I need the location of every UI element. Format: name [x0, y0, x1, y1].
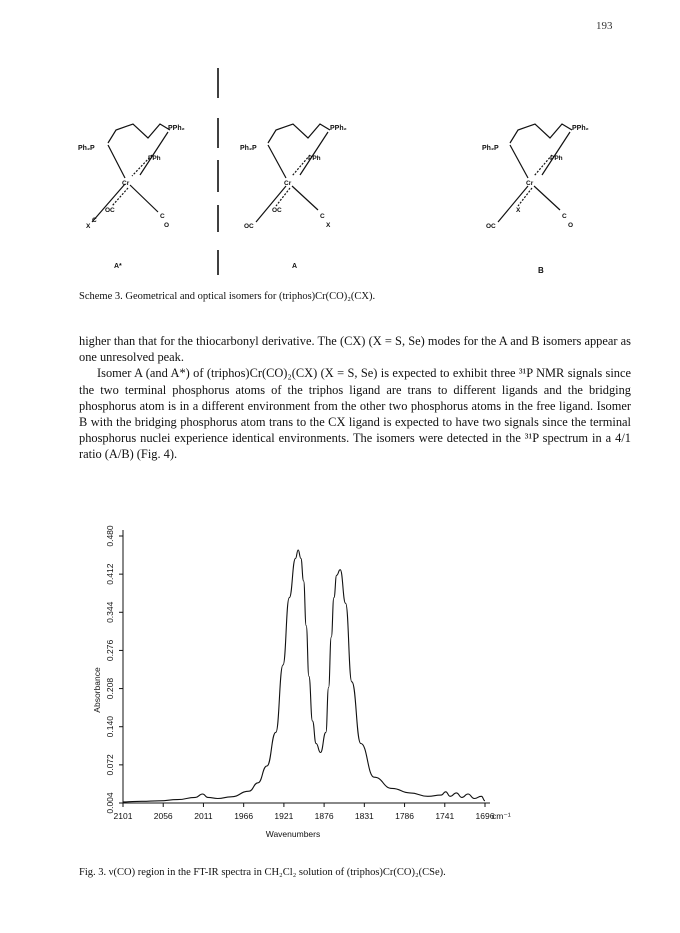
isomer-label-a: A: [292, 263, 298, 270]
y-tick-label: 0.480: [105, 525, 115, 547]
label-ph2p: Ph₂P: [240, 145, 257, 152]
isomer-b-labels: [482, 125, 589, 275]
isomer-a-labels: [240, 125, 347, 270]
x-tick-label: 1921: [274, 811, 294, 821]
isomer-a-star-labels: [78, 125, 185, 270]
y-tick-label: 0.412: [105, 563, 115, 585]
x-tick-label: 2056: [153, 811, 173, 821]
y-tick-label: 0.140: [105, 716, 115, 738]
label-cr: Cr: [526, 180, 534, 187]
label-o: O: [164, 222, 170, 229]
label-pph2: PPh₂: [572, 125, 589, 132]
label-cr: Cr: [284, 180, 292, 187]
x-tick-label: 2101: [113, 811, 133, 821]
label-ph2p: Ph₂P: [482, 145, 499, 152]
y-axis-label: Absorbance: [92, 667, 102, 713]
y-ticks: [105, 525, 123, 814]
label-c: C: [92, 217, 97, 224]
x-axis-unit: cm⁻¹: [492, 811, 511, 821]
ftir-spectrum-chart: [0, 500, 680, 870]
scheme-3-structures: [0, 0, 680, 300]
label-oc: OC: [105, 207, 115, 214]
paragraph-2: Isomer A (and A*) of (triphos)Cr(CO)₂(CX) (X = S, Se) is expected to exhibit three ³¹P NMR signals since the two terminal phosphorus atoms of the triphos ligand are trans to different ligands and the bridging phosphorus atom is in a different environment from the other two phosphorus atoms in the free ligand. Isomer B with the bridging phosphorus atom trans to the CX ligand is expected to have two signals since the terminal phosphorus nuclei experience identical environments. The isomers were detected in the ³¹P spectrum in a 4/1 ratio (A/B) (Fig. 4).: [79, 366, 631, 462]
label-pph: PPh: [550, 155, 563, 162]
isomer-a-star: [92, 124, 170, 222]
label-pph: PPh: [148, 155, 161, 162]
isomer-label-a-star: A*: [114, 263, 122, 270]
x-tick-label: 1696: [475, 811, 495, 821]
label-ph2p: Ph₂P: [78, 145, 95, 152]
label-oc: OC: [272, 207, 282, 214]
label-x: X: [516, 207, 521, 214]
x-tick-label: 1876: [314, 811, 334, 821]
x-tick-label: 2011: [194, 811, 213, 821]
label-x: X: [326, 222, 331, 229]
y-tick-label: 0.072: [105, 754, 115, 776]
label-c: C: [562, 213, 567, 220]
x-tick-label: 1966: [234, 811, 254, 821]
body-text: [79, 333, 631, 463]
isomer-a: [256, 124, 330, 222]
y-tick-label: 0.004: [105, 792, 115, 814]
label-pph: PPh: [308, 155, 321, 162]
x-tick-label: 1831: [354, 811, 374, 821]
x-tick-label: 1786: [395, 811, 415, 821]
label-cr: Cr: [122, 180, 130, 187]
plot-frame: [123, 530, 490, 803]
y-tick-label: 0.344: [105, 601, 115, 623]
x-ticks: [114, 803, 495, 821]
label-c: C: [160, 213, 165, 220]
scheme-caption: Scheme 3. Geometrical and optical isomers for (triphos)Cr(CO)₂(CX).: [79, 291, 376, 302]
label-c: C: [320, 213, 325, 220]
page-number: 193: [596, 20, 613, 32]
y-tick-label: 0.208: [105, 677, 115, 700]
label-oc: OC: [486, 223, 496, 230]
figure-caption: Fig. 3. ν(CO) region in the FT-IR spectra in CH₂Cl₂ solution of (triphos)Cr(CO)₂(CSe).: [79, 867, 446, 878]
label-oc: OC: [244, 223, 254, 230]
label-x: X: [86, 223, 91, 230]
y-tick-label: 0.276: [105, 639, 115, 662]
isomer-b: [498, 124, 572, 222]
label-pph2: PPh₂: [330, 125, 347, 132]
x-axis-label: Wavenumbers: [265, 829, 321, 839]
label-pph2: PPh₂: [168, 125, 185, 132]
paragraph-1: higher than that for the thiocarbonyl derivative. The (CX) (X = S, Se) modes for the A and B isomers appear as one unresolved peak.: [79, 334, 631, 365]
x-tick-label: 1741: [435, 811, 455, 821]
label-o: O: [568, 222, 574, 229]
spectrum-line: [123, 550, 485, 802]
isomer-label-b: B: [538, 266, 544, 275]
